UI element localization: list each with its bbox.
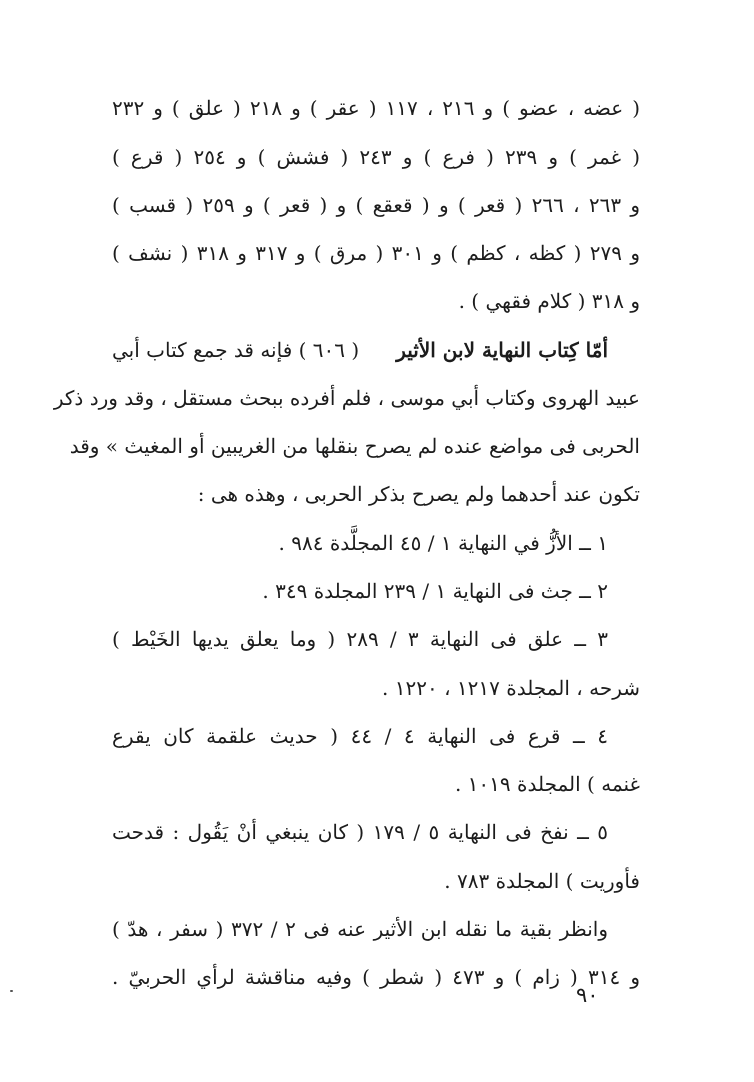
list-item: ٤ ــ قرع فى النهاية ٤ / ٤٤ ( حديث علقمة كان يقرع [112,724,608,748]
list-item: ٣ ــ علق فى النهاية ٣ / ٢٨٩ ( وما يعلق يديها الخَيْط ) [112,627,609,651]
text-line: ( عضه ، عضو ) و ٢١٦ ، ١١٧ ( عقر ) و ٢١٨ ( علق ) و ٢٣٢ [112,96,640,120]
text-line: تكون عند أحدهما ولم يصرح بذكر الحربى ، وهذه هى : [197,482,640,506]
text-line: الحربى فى مواضع عنده لم يصرح بنقلها من الغريبين أو المغيث » وقد [69,434,640,458]
scan-speck [10,990,13,992]
list-item-continuation: شرحه ، المجلدة ١٢١٧ ، ١٢٢٠ . [382,676,640,700]
text-line: و ٣١٨ ( كلام فقهي ) . [458,289,640,313]
list-item: ٢ ــ جث فى النهاية ١ / ٢٣٩ المجلدة ٣٤٩ . [262,579,608,603]
list-item-continuation: فأوريت ) المجلدة ٧٨٣ . [444,869,640,893]
text-line: و ٢٦٣ ، ٢٦٦ ( قعر ) و ( قعقع ) و ( قعر ) و ٢٥٩ ( قسب ) [112,193,641,217]
section-heading: أمّا كِتاب النهاية لابن الأثير [396,338,608,362]
text-line: ( غمر ) و ٢٣٩ ( فرع ) و ٢٤٣ ( فشش ) و ٢٥٤ ( قرع ) [112,145,640,169]
section-opening-line [112,338,608,362]
list-item-continuation: غنمه ) المجلدة ١٠١٩ . [454,772,640,796]
text-line: وانظر بقية ما نقله ابن الأثير عنه فى ٢ / ٣٧٢ ( سفر ، هدّ ) [112,917,608,941]
text-line: عبيد الهروى وكتاب أبي موسى ، فلم أفرده ببحث مستقل ، وقد ورد ذكر [53,386,640,410]
section-heading-continuation: ( ٦٠٦ ) فإنه قد جمع كتاب أبي [112,338,360,362]
list-item: ١ ــ الأزُّ في النهاية ١ / ٤٥ المجلَّدة ٩٨٤ . [278,531,608,555]
text-line: و ٣١٤ ( زام ) و ٤٧٣ ( شطر ) وفيه مناقشة لرأي الحربيّ . [112,965,640,989]
text-line: و ٢٧٩ ( كظه ، كظم ) و ٣٠١ ( مرق ) و ٣١٧ و ٣١٨ ( نشف ) [112,241,640,265]
list-item: ٥ ــ نفخ فى النهاية ٥ / ١٧٩ ( كان ينبغي أنْ يَقُول : قدحت [112,820,609,844]
page-number: ٩٠ [576,983,599,1007]
